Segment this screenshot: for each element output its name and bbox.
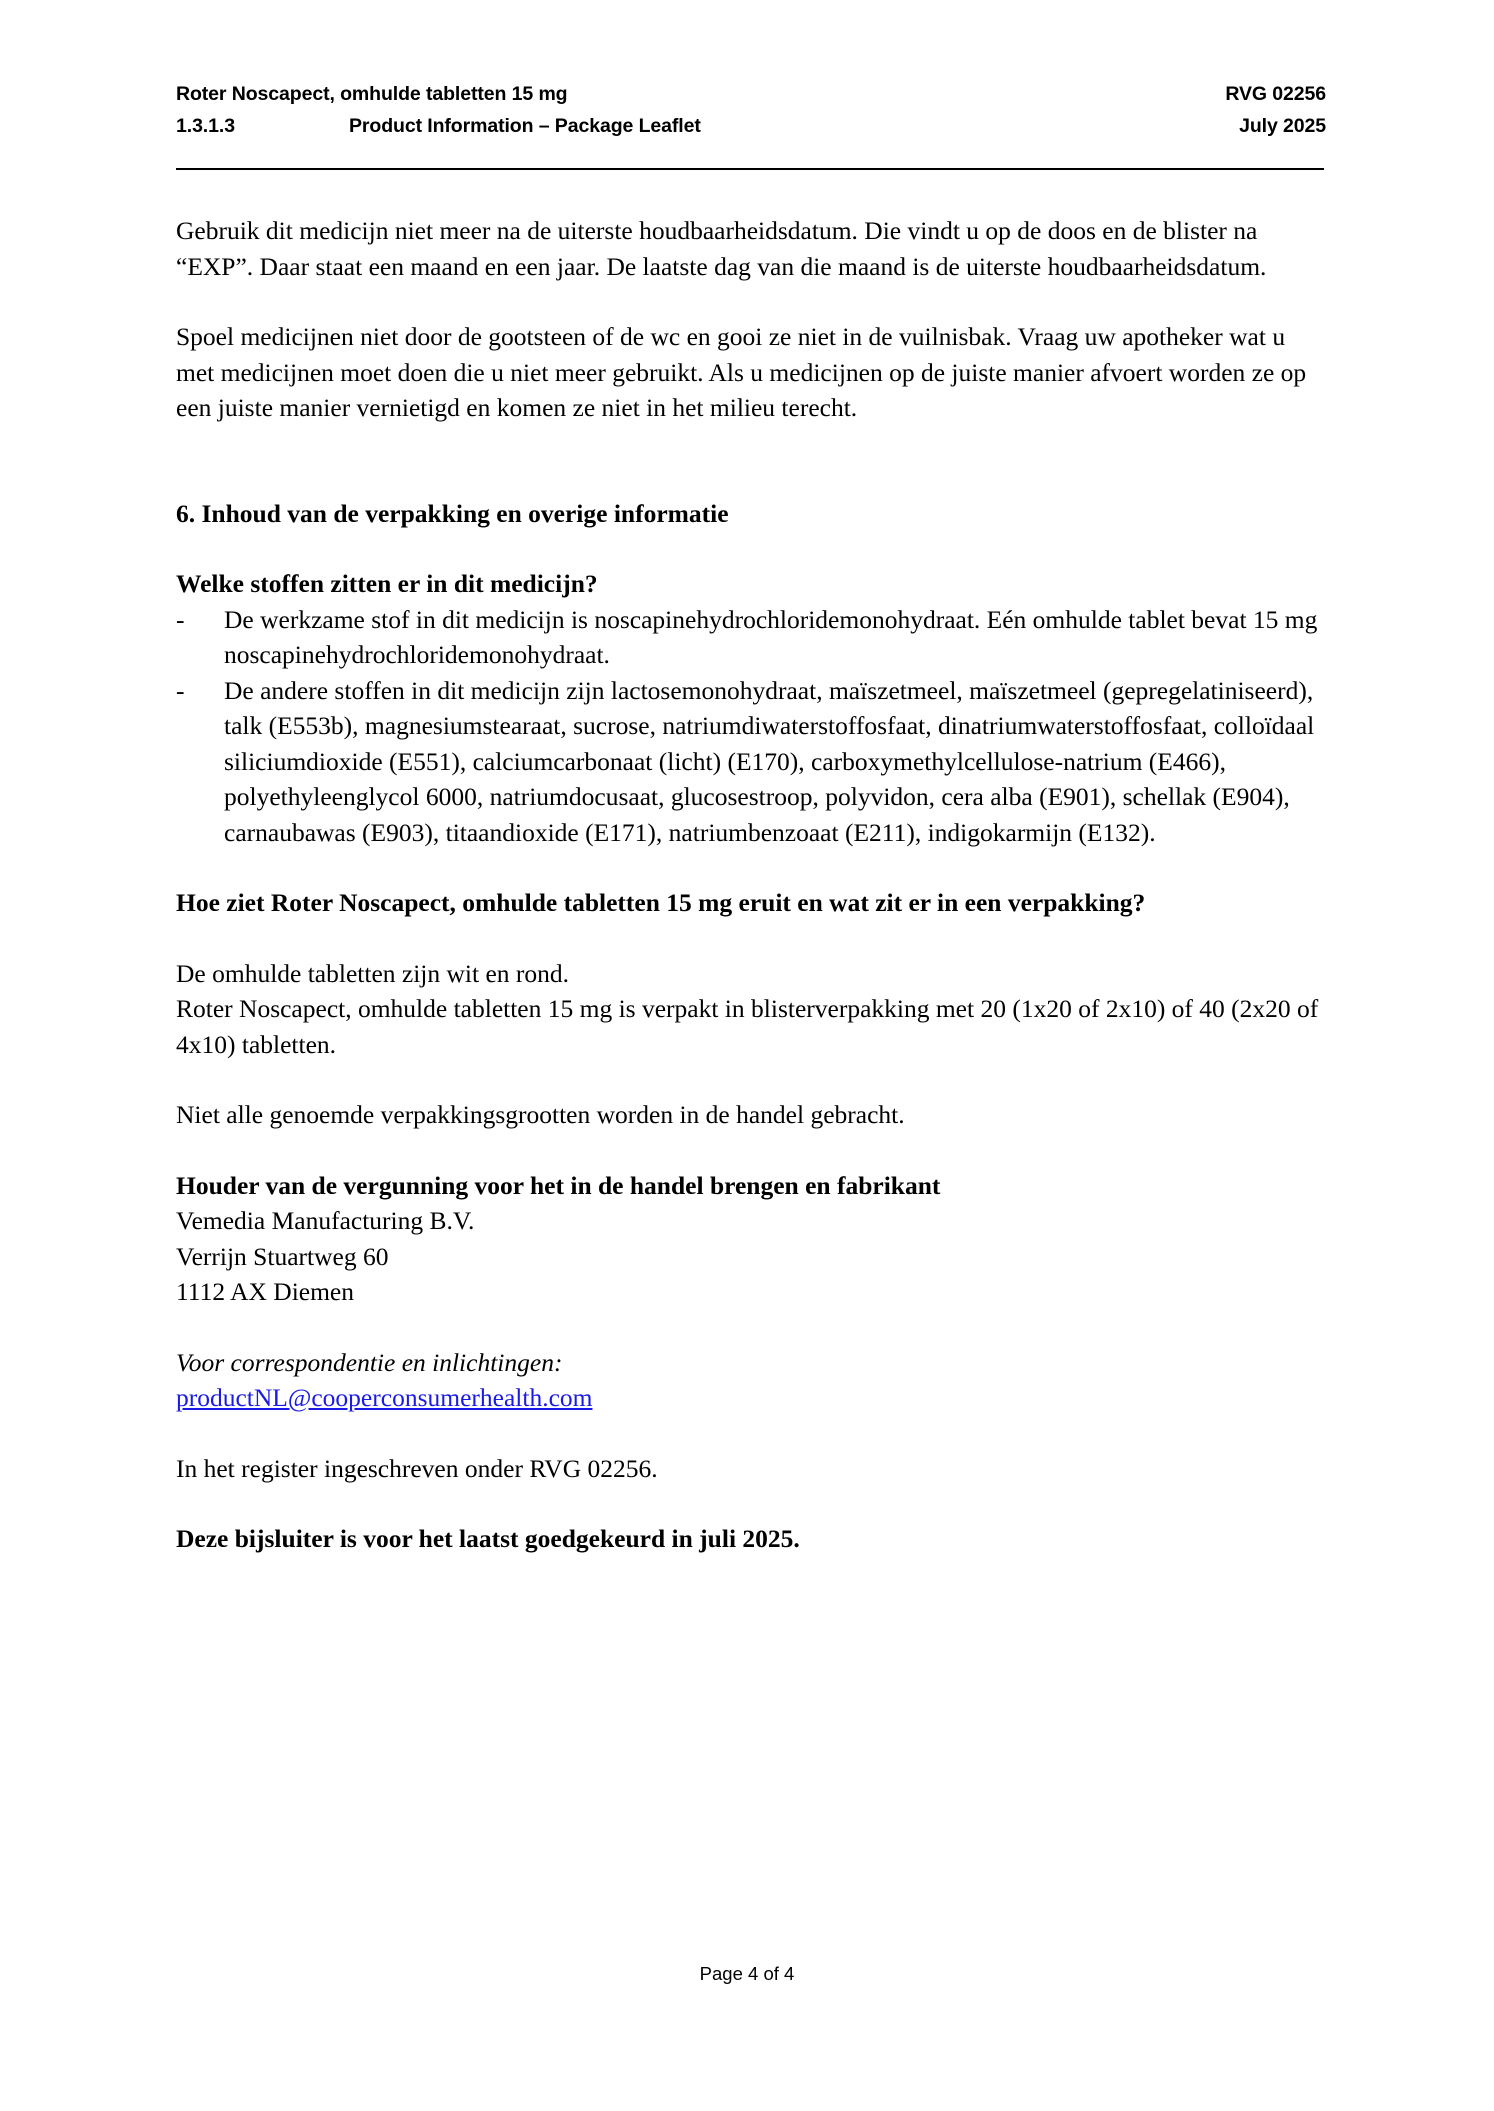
page-number-label: Page 4 of 4: [699, 1963, 795, 1984]
spacer: [176, 426, 1328, 496]
substances-list: [176, 602, 1328, 851]
list-item: [176, 673, 1328, 851]
company-city: 1112 AX Diemen: [176, 1277, 355, 1306]
list-item: [176, 602, 1328, 673]
heading-section-6: 6. Inhoud van de verpakking en overige informatie: [176, 498, 729, 528]
spacer: [176, 921, 1328, 956]
spacer: [176, 1133, 1328, 1168]
appearance-description: De omhulde tabletten zijn wit en rond.: [176, 958, 570, 988]
spacer: [176, 284, 1328, 319]
heading-substances: Welke stoffen zitten er in dit medicijn?: [176, 569, 598, 598]
company-name: Vemedia Manufacturing B.V.: [176, 1206, 475, 1235]
company-street: Verrijn Stuartweg 60: [176, 1241, 389, 1271]
header-section-group: [176, 110, 701, 142]
header-divider: [176, 168, 1324, 170]
spacer: [176, 531, 1328, 566]
header-row-section: [176, 110, 1326, 142]
correspondence-label: Voor correspondentie en inlichtingen:: [176, 1347, 563, 1377]
email-link[interactable]: productNL@cooperconsumerhealth.com: [176, 1383, 593, 1412]
list-item-text: De andere stoffen in dit medicijn zijn lactosemonohydraat, maïszetmeel, maïszetmeel (gepregelatiniseerd), talk (E553b), magnesiumstearaat, sucrose, natriumdiwaterstoffosfaat, dinatriumwaterstoffosfaat, colloïdaal siliciumdioxide (E551), calciumcarbonaat (licht) (E170), carboxymethylcellulose-natrium (E466), polyethyleenglycol 6000, natriumdocusaat, glucosestroop, polyvidon, cera alba (E901), schellak (E904), carnaubawas (E903), titaandioxide (E171), natriumbenzoaat (E211), indigokarmijn (E132).: [224, 675, 1315, 847]
paragraph-expiry: Gebruik dit medicijn niet meer na de uiterste houdbaarheidsdatum. Die vindt u op de doos en de blister na “EXP”. Daar staat een maand en een jaar. De laatste dag van die maand is de uiterste houdbaarheidsdatum.: [176, 216, 1267, 281]
correspondence-email-line: [176, 1380, 1328, 1416]
spacer: [176, 1416, 1328, 1451]
spacer: [176, 1310, 1328, 1345]
header-product-title: Roter Noscapect, omhulde tabletten 15 mg: [176, 83, 568, 105]
packaging-availability-note: Niet alle genoemde verpakkingsgrootten worden in de handel gebracht.: [176, 1100, 905, 1129]
spacer: [176, 850, 1328, 885]
page-header: [176, 78, 1326, 142]
spacer: [176, 1062, 1328, 1097]
bullet-dash-icon: -: [176, 604, 185, 634]
bullet-dash-icon: -: [176, 675, 185, 705]
approval-date-line: Deze bijsluiter is voor het laatst goedgekeurd in juli 2025.: [176, 1524, 800, 1553]
page-footer: [0, 1963, 1494, 1985]
register-line: In het register ingeschreven onder RVG 02256.: [176, 1453, 658, 1483]
packaging-description: Roter Noscapect, omhulde tabletten 15 mg is verpakt in blisterverpakking met 20 (1x20 of 2x10) of 40 (2x20 of 4x10) tabletten.: [176, 994, 1319, 1059]
list-item-text: De werkzame stof in dit medicijn is noscapinehydrochloridemonohydraat. Eén omhulde tablet bevat 15 mg noscapinehydrochloridemonohydraat.: [224, 604, 1318, 669]
paragraph-disposal: Spoel medicijnen niet door de gootsteen of de wc en gooi ze niet in de vuilnisbak. Vraag uw apotheker wat u met medicijnen moet doen die u niet meer gebruikt. Als u medicijnen op de juiste manier afvoert worden ze op een juiste manier vernietigd en komen ze niet in het milieu terecht.: [176, 322, 1307, 422]
spacer: [176, 1486, 1328, 1521]
heading-appearance: Hoe ziet Roter Noscapect, omhulde tabletten 15 mg eruit en wat zit er in een verpakking?: [176, 888, 1146, 917]
document-body: [176, 213, 1328, 1557]
header-section-title: Product Information – Package Leaflet: [349, 115, 701, 137]
header-row-product: [176, 78, 1326, 110]
heading-marketing-authorisation: Houder van de vergunning voor het in de handel brengen en fabrikant: [176, 1170, 941, 1200]
header-section-number: 1.3.1.3: [176, 115, 235, 137]
header-date: July 2025: [1239, 115, 1326, 137]
header-registration-number: RVG 02256: [1225, 83, 1326, 105]
